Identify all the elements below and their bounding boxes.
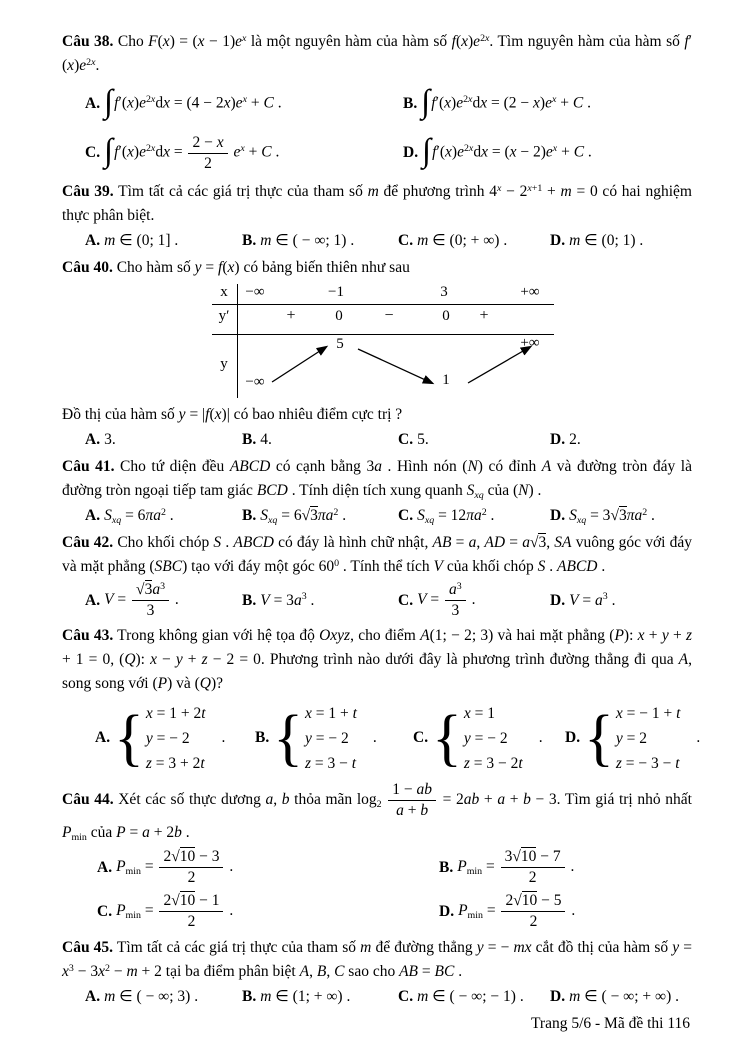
option-label: D.	[550, 591, 566, 609]
option-math: V = $\frac{a^3}{3}$ .	[417, 580, 476, 619]
option-math: V = $\frac{√3a^3}{3}$ .	[104, 580, 179, 619]
option-D	[550, 428, 692, 452]
option-math: 4.	[260, 431, 272, 448]
option-A	[97, 847, 439, 888]
option-math: $\int f'(x)e^{2x}dx = (2 - x)e^x + C$ .	[421, 84, 591, 120]
options-row	[62, 82, 692, 175]
question-stem: Câu 40. Cho hàm số y = f(x) có bảng biến thiên như sau	[62, 259, 410, 276]
option-label: B.	[242, 988, 257, 1005]
option-label: B.	[242, 507, 257, 524]
question-stem: Câu 45. Tìm tất cả các giá trị thực của tham số m để đường thẳng y = − mx cắt đồ thị của hàm số $y = x^3 - 3x^2 - m + 2$ tại ba điểm phân biệt A, B, C sao cho AB = BC .	[62, 939, 693, 980]
option-C	[398, 985, 550, 1009]
option-math: 2.	[569, 431, 581, 448]
option-math: { x = − 1 + t y = 2 z = − 3 − t .	[584, 703, 701, 773]
option-label: C.	[85, 144, 101, 161]
option-math: 5.	[417, 431, 429, 448]
option-label: D.	[403, 144, 419, 161]
variation-table	[212, 284, 554, 398]
option-math: m ∈ (0; + ∞) .	[417, 232, 508, 249]
option-A	[85, 504, 242, 528]
option-math: { x = 1 + t y = − 2 z = 3 − t .	[273, 703, 377, 773]
option-D	[550, 504, 692, 528]
option-label: D.	[550, 507, 566, 524]
option-label: A.	[97, 858, 113, 876]
options-row	[62, 580, 692, 621]
x-value: +∞	[520, 284, 540, 300]
option-math: $S_{xq} = 6\pi a^2$ .	[104, 506, 174, 526]
option-math: m ∈ ( − ∞; 1) .	[260, 232, 355, 249]
option-A	[85, 82, 403, 126]
option-math: $\int f'(x)e^{2x}dx = (4 - 2x)e^x + C$ .	[104, 84, 282, 120]
option-C	[398, 229, 550, 253]
option-label: C.	[97, 902, 113, 920]
option-label: C.	[398, 988, 414, 1005]
option-label: D.	[550, 232, 566, 249]
option-C	[413, 699, 565, 777]
option-A	[95, 699, 255, 777]
y-prime-zero: 0	[335, 308, 343, 324]
y-prime-sign: +	[479, 307, 489, 324]
y-limit-right: +∞	[520, 335, 540, 351]
option-D	[403, 131, 692, 175]
option-math: { x = 1 y = − 2 z = 3 − 2t .	[432, 703, 543, 773]
question-45	[62, 936, 692, 1009]
question-stem: Câu 42. Cho khối chóp S . ABCD có đáy là hình chữ nhật, AB = a, AD = a√3, SA vuông góc với đáy và mặt phẳng (SBC) tạo với đáy một góc $60^0$ . Tính thể tích V của khối chóp S . ABCD .	[62, 534, 693, 575]
y-prime-sign: +	[286, 307, 296, 324]
option-label: D.	[439, 902, 455, 920]
x-value: 3	[440, 284, 448, 300]
question-40	[62, 256, 692, 452]
option-B	[242, 580, 398, 621]
option-C	[398, 428, 550, 452]
row-label-y-prime: y′	[218, 308, 230, 324]
option-label: C.	[413, 729, 429, 746]
question-44	[62, 780, 692, 932]
options-row	[62, 428, 692, 452]
option-D	[550, 229, 692, 253]
question-stem: Câu 41. Cho tứ diện đều ABCD có cạnh bằng 3a . Hình nón (N) có đỉnh A và đường tròn đáy là đường tròn ngoại tiếp tam giác BCD . Tính diện tích xung quanh $S_{xq}$ của (N) .	[62, 458, 692, 501]
option-label: A.	[85, 507, 101, 524]
option-math: $V = a^3$ .	[569, 591, 616, 609]
option-label: A.	[85, 95, 101, 112]
option-math: m ∈ (0; 1] .	[104, 232, 179, 249]
option-label: A.	[85, 232, 101, 249]
option-label: D.	[550, 988, 566, 1005]
arrow-up-icon	[468, 347, 530, 383]
option-label: C.	[398, 507, 414, 524]
question-stem: Câu 44. Xét các số thực dương a, b thỏa mãn $\log_2$ $\frac{1 - ab}{a + b}$ = 2ab + a + b − 3. Tìm giá trị nhỏ nhất $P_{min}$ của P = a + 2b .	[62, 781, 692, 843]
option-label: A.	[95, 729, 111, 746]
option-B	[242, 229, 398, 253]
option-math: m ∈ ( − ∞; + ∞) .	[569, 988, 679, 1005]
options-row	[62, 504, 692, 528]
option-label: A.	[85, 591, 101, 609]
option-label: C.	[398, 431, 414, 448]
question-stem: Câu 43. Trong không gian với hệ tọa độ Oxyz, cho điểm A(1; − 2; 3) và hai mặt phẳng (P): x + y + z + 1 = 0, (Q): x − y + z − 2 = 0. Phương trình nào dưới đây là phương trình đường thẳng đi qua A, song song với (P) và (Q)?	[62, 627, 693, 692]
option-A	[85, 985, 242, 1009]
option-math: $\int f'(x)e^{2x}dx$ = $\frac{2 - x}{2}$ $e^x + C$ .	[104, 133, 280, 172]
option-D	[550, 580, 692, 621]
option-label: B.	[403, 95, 418, 112]
option-A	[85, 580, 242, 621]
options-row	[62, 985, 692, 1009]
option-math: $V = 3a^3$ .	[260, 591, 315, 609]
option-math: 3.	[104, 431, 116, 448]
option-label: C.	[398, 591, 414, 609]
option-math: $\int f'(x)e^{2x}dx = (x - 2)e^x + C$ .	[422, 133, 592, 169]
page-footer: Trang 5/6 - Mã đề thi 116	[530, 1015, 690, 1032]
option-label: B.	[255, 729, 270, 746]
option-math: m ∈ ( − ∞; 3) .	[104, 988, 199, 1005]
option-label: B.	[242, 431, 257, 448]
option-label: A.	[85, 431, 101, 448]
arrow-up-icon	[272, 347, 326, 382]
option-D	[439, 891, 692, 932]
option-D	[550, 985, 692, 1009]
option-label: D.	[565, 729, 581, 746]
row-label-y: y	[220, 356, 228, 372]
option-C	[97, 891, 439, 932]
y-max-value: 5	[336, 336, 344, 352]
option-B	[242, 428, 398, 452]
y-prime-sign: −	[384, 307, 394, 324]
option-A	[85, 428, 242, 452]
option-label: B.	[242, 232, 257, 249]
question-43	[62, 624, 701, 777]
option-A	[85, 229, 242, 253]
option-math: $S_{xq} = 3√3\pi a^2$ .	[569, 506, 655, 526]
x-value: −1	[328, 284, 344, 300]
option-label: B.	[242, 591, 257, 609]
option-label: B.	[439, 858, 454, 876]
option-label: C.	[398, 232, 414, 249]
variation-arrows	[238, 335, 554, 397]
option-B	[242, 985, 398, 1009]
option-math: $P_{min}$ = $\frac{2√10 - 1}{2}$ .	[116, 892, 234, 930]
options-row	[62, 847, 692, 932]
question-stem: Câu 39. Tìm tất cả các giá trị thực của tham số m để phương trình $4^x - 2^{x+1} + m = 0$ có hai nghiệm thực phân biệt.	[62, 182, 692, 224]
option-math: m ∈ (0; 1) .	[569, 232, 644, 249]
option-math: m ∈ ( − ∞; − 1) .	[417, 988, 524, 1005]
y-limit-left: −∞	[245, 374, 265, 390]
question-39	[62, 180, 692, 253]
row-label-x: x	[220, 284, 228, 300]
question-42	[62, 531, 692, 621]
question-stem: Câu 38. Cho $F(x) = (x - 1)e^x$ là một nguyên hàm của hàm số $f(x)e^{2x}$. Tìm nguyên hàm của hàm số $f'(x)e^{2x}$.	[62, 32, 693, 74]
option-B	[439, 847, 692, 888]
options-row	[62, 229, 692, 253]
table-rule	[212, 304, 554, 305]
option-math: $S_{xq} = 6√3\pi a^2$ .	[260, 506, 347, 526]
arrow-down-icon	[358, 349, 432, 383]
option-math: $S_{xq} = 12\pi a^2$ .	[417, 506, 495, 526]
option-D	[565, 699, 700, 777]
option-B	[242, 504, 398, 528]
option-B	[255, 699, 413, 777]
option-math: m ∈ (1; + ∞) .	[260, 988, 351, 1005]
option-math: { x = 1 + 2t y = − 2 z = 3 + 2t .	[114, 703, 226, 773]
x-value: −∞	[245, 284, 265, 300]
question-text: Đồ thị của hàm số y = |f(x)| có bao nhiêu điểm cực trị ?	[62, 406, 403, 423]
option-B	[403, 82, 692, 126]
options-row	[62, 699, 701, 777]
option-math: $P_{min}$ = $\frac{2√10 - 5}{2}$ .	[458, 892, 576, 930]
option-C	[398, 580, 550, 621]
y-prime-zero: 0	[442, 308, 450, 324]
option-math: $P_{min}$ = $\frac{3√10 - 7}{2}$ .	[457, 848, 575, 886]
question-38	[62, 30, 692, 175]
option-C	[398, 504, 550, 528]
option-C	[85, 131, 403, 175]
y-min-value: 1	[442, 372, 450, 388]
option-label: D.	[550, 431, 566, 448]
option-label: A.	[85, 988, 101, 1005]
question-41	[62, 455, 692, 528]
option-math: $P_{min}$ = $\frac{2√10 - 3}{2}$ .	[116, 848, 234, 886]
